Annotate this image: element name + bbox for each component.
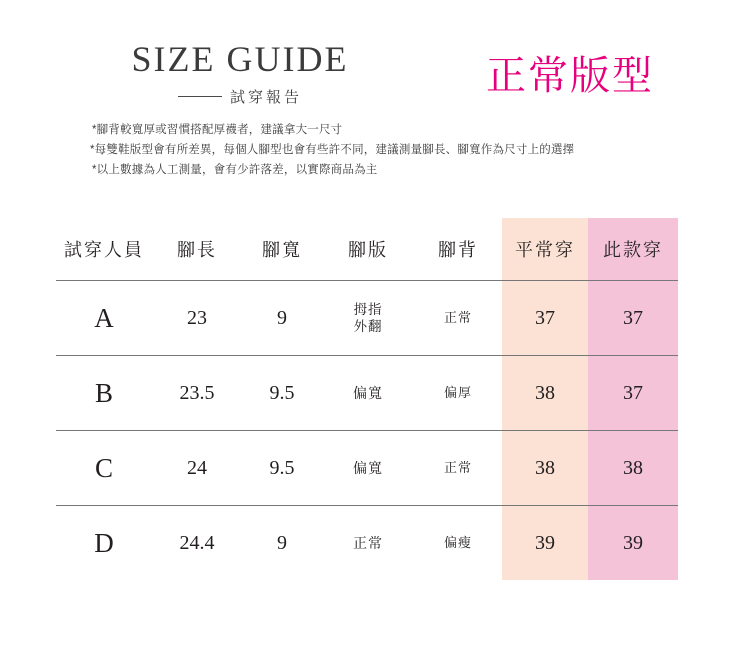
cell-length: 23 xyxy=(152,281,242,356)
cell-foot-type: 正常 xyxy=(322,506,414,581)
title-block xyxy=(90,38,390,107)
page-subtitle: 試穿報告 xyxy=(229,89,302,106)
column-header-width: 腳寬 xyxy=(262,240,302,260)
cell-tester: D xyxy=(56,506,152,581)
subtitle-row xyxy=(90,86,390,107)
column-header-this-size: 此款穿 xyxy=(588,218,678,281)
size-table xyxy=(56,218,678,580)
cell-instep: 正常 xyxy=(414,281,502,356)
cell-length: 23.5 xyxy=(152,356,242,431)
table-row xyxy=(56,431,678,506)
cell-usual-size: 38 xyxy=(502,356,588,431)
page-title: SIZE GUIDE xyxy=(131,39,349,79)
cell-length: 24 xyxy=(152,431,242,506)
table-row xyxy=(56,506,678,581)
cell-instep: 偏厚 xyxy=(414,356,502,431)
cell-usual-size: 38 xyxy=(502,431,588,506)
cell-width: 9.5 xyxy=(242,356,322,431)
column-header-instep: 腳背 xyxy=(438,240,478,260)
cell-instep: 正常 xyxy=(414,431,502,506)
cell-this-size: 37 xyxy=(588,356,678,431)
table-row xyxy=(56,356,678,431)
note-line: *每雙鞋版型會有所差異，每個人腳型也會有些許不同，建議測量腳長、腳寬作為尺寸上的選擇 xyxy=(90,144,575,156)
rule-left xyxy=(178,96,222,97)
cell-this-size: 38 xyxy=(588,431,678,506)
cell-this-size: 37 xyxy=(588,281,678,356)
column-header-length: 腳長 xyxy=(177,240,217,260)
notes-block xyxy=(92,120,658,180)
cell-width: 9.5 xyxy=(242,431,322,506)
column-header-usual-size: 平常穿 xyxy=(502,218,588,281)
cell-foot-type: 拇指 外翻 xyxy=(322,281,414,356)
cell-foot-type: 偏寬 xyxy=(322,431,414,506)
note-line: *以上數據為人工測量，會有少許落差，以實際商品為主 xyxy=(92,164,378,176)
cell-tester: C xyxy=(56,431,152,506)
table-row xyxy=(56,281,678,356)
column-header-foot-type: 腳版 xyxy=(348,240,388,260)
cell-usual-size: 39 xyxy=(502,506,588,581)
header xyxy=(0,38,750,118)
table-header-row xyxy=(56,218,678,281)
cell-length: 24.4 xyxy=(152,506,242,581)
cell-tester: A xyxy=(56,281,152,356)
cell-instep: 偏瘦 xyxy=(414,506,502,581)
cell-usual-size: 37 xyxy=(502,281,588,356)
cell-this-size: 39 xyxy=(588,506,678,581)
cell-width: 9 xyxy=(242,506,322,581)
cell-width: 9 xyxy=(242,281,322,356)
cell-foot-type: 偏寬 xyxy=(322,356,414,431)
note-line: *腳背較寬厚或習慣搭配厚襪者，建議拿大一尺寸 xyxy=(92,124,343,136)
column-header-tester: 試穿人員 xyxy=(64,240,144,260)
fit-type-title: 正常版型 xyxy=(486,54,654,98)
cell-tester: B xyxy=(56,356,152,431)
size-table-wrap xyxy=(56,218,668,580)
